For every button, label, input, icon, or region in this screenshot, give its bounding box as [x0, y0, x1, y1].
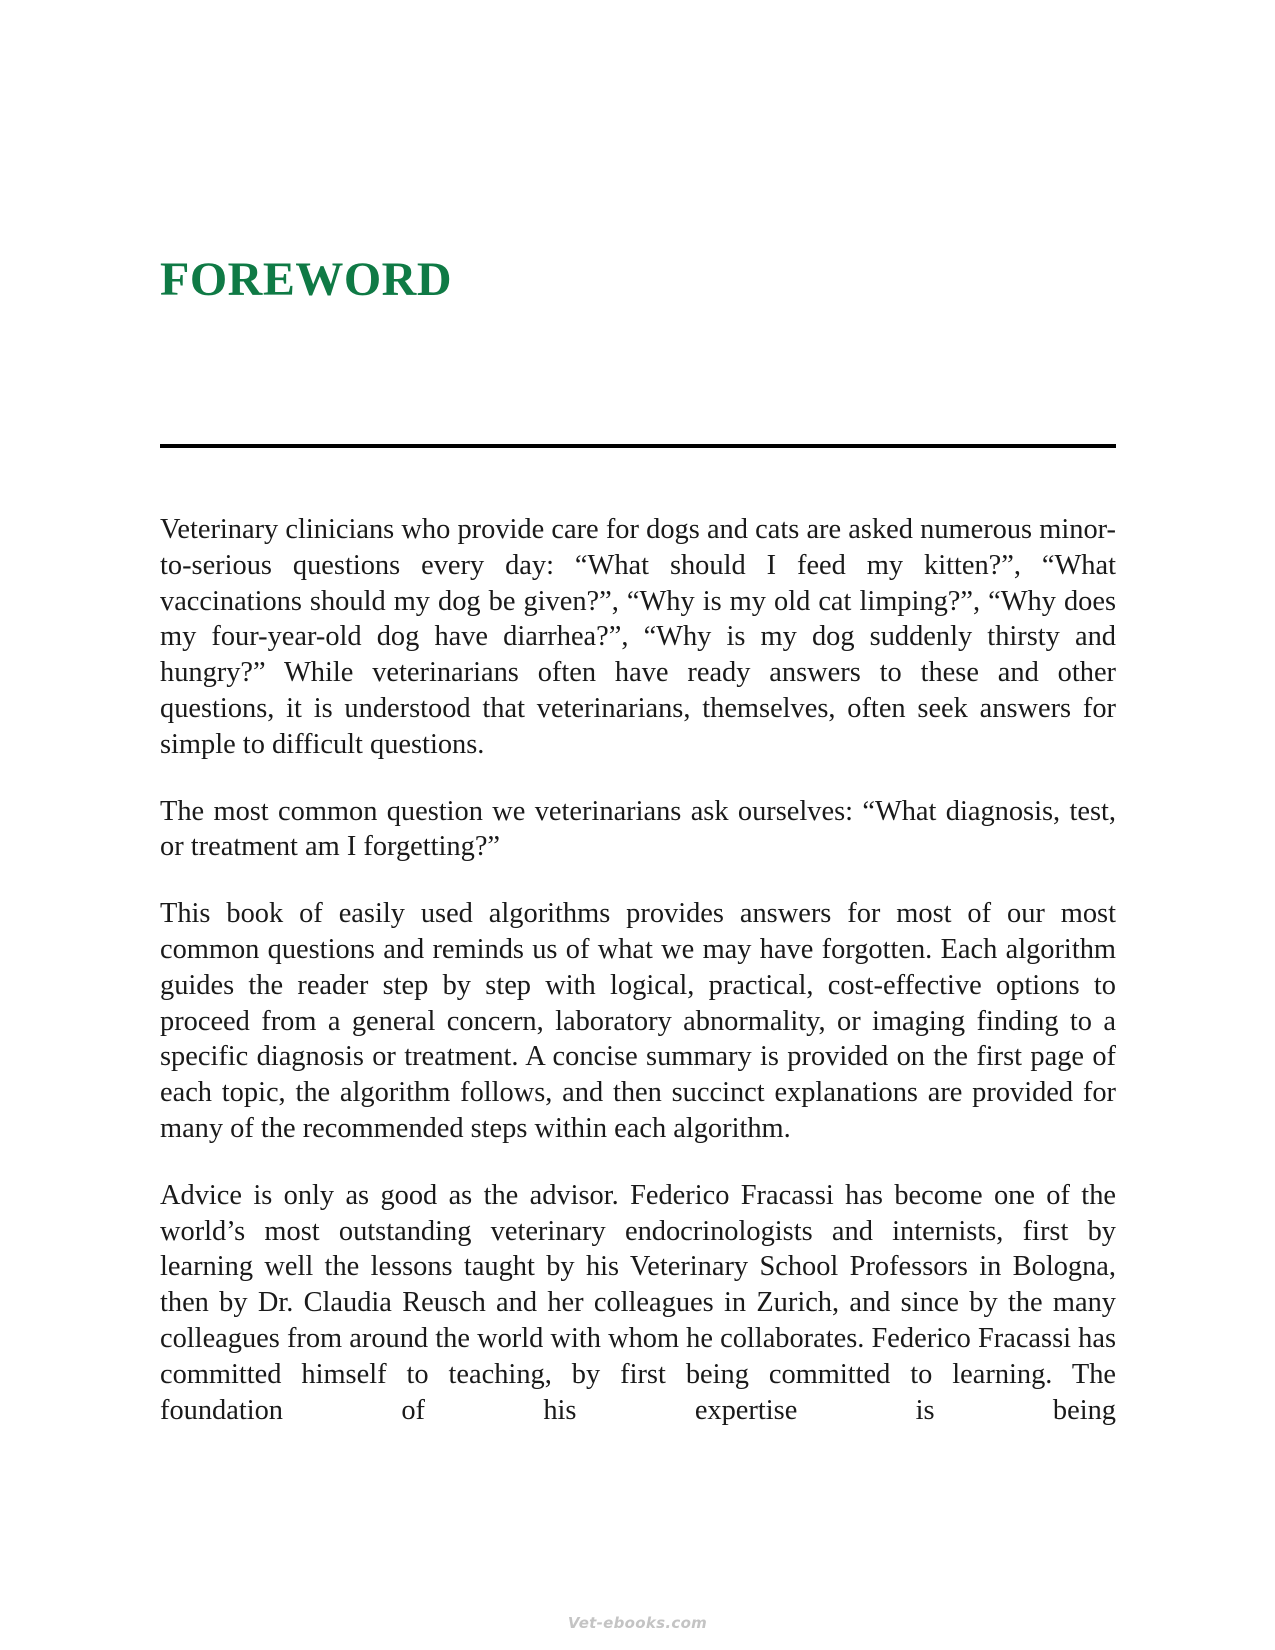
paragraph: Advice is only as good as the advisor. Federico Fracassi has become one of the world’s most outstanding veterinary endocrinologists and internists, first by learning well the lessons taught by his Veterinary School Professors in Bologna, then by Dr. Claudia Reusch and her colleagues in Zurich, and since by the many colleagues from around the world with whom he collaborates. Federico Fracassi has committed himself to teaching, by first being committed to learning. The foundation of his expertise is being [160, 1179, 1116, 1426]
body-text [160, 512, 1116, 1459]
paragraph: This book of easily used algorithms provides answers for most of our most common questions and reminds us of what we may have forgotten. Each algorithm guides the reader step by step with logical, practical, cost-effective options to proceed from a general concern, laboratory abnormality, or imaging finding to a specific diagnosis or treatment. A concise summary is provided on the first page of each topic, the algorithm follows, and then succinct explanations are provided for many of the recommended steps within each algorithm. [160, 898, 1116, 1144]
title-divider [160, 444, 1116, 448]
watermark: Vet-ebooks.com [567, 1614, 708, 1632]
page-title: FOREWORD [160, 253, 452, 306]
paragraph: Veterinary clinicians who provide care for dogs and cats are asked numerous minor-to-serious questions every day: “What should I feed my kitten?”, “What vaccinations should my dog be given?”, “Why is my old cat limping?”, “Why does my four-year-old dog have diarrhea?”, “Why is my dog suddenly thirsty and hungry?” While veterinarians often have ready answers to these and other questions, it is understood that veterinarians, themselves, often seek answers for simple to difficult questions. [160, 514, 1116, 760]
paragraph: The most common question we veterinarians ask ourselves: “What diagnosis, test, or treatment am I forgetting?” [160, 795, 1116, 863]
